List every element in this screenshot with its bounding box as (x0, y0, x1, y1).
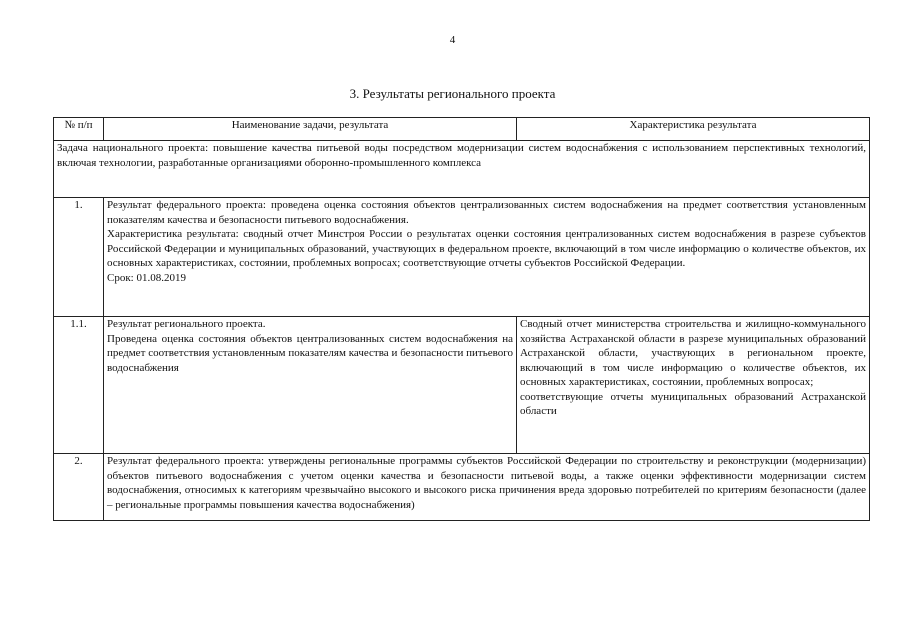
table-row (54, 198, 870, 317)
regional-result-title: Результат регионального проекта. (107, 318, 266, 330)
table-row (54, 454, 870, 521)
row-characteristic-cell (517, 317, 870, 454)
table-header-row (54, 118, 870, 141)
results-table (53, 117, 870, 521)
regional-characteristic-text-2: соответствующие отчеты муниципальных образований Астраханской области (520, 390, 866, 417)
header-num: № п/п (54, 118, 104, 141)
row-content (104, 198, 870, 317)
header-characteristic: Характеристика результата (517, 118, 870, 141)
section-title: 3. Результаты регионального проекта (349, 86, 556, 101)
federal-result-text: Результат федерального проекта: утверждены региональные программы субъектов Российской Федерации по строительству и реконструкции (модернизации) объектов питьевого водоснабжения с учетом оценки качества и безопасности питьевой воды, а также оценки эффективности модернизации систем водоснабжения, относимых к категориям чрезвычайно высокого и высокого риска причинения вреда здоровью потребителей по критериям безопасности (далее – региональные программы повышения качества водоснабжения) (104, 454, 870, 521)
row-number: 1. (54, 198, 104, 317)
row-number: 2. (54, 454, 104, 521)
row-number: 1.1. (54, 317, 104, 454)
header-name: Наименование задачи, результата (104, 118, 517, 141)
result-characteristic-text: Характеристика результата: сводный отчет Минстроя России о результатах оценки состояния централизованных систем водоснабжения в разрезе субъектов Российской Федерации и муниципальных образований, участвующих в федеральном проекте, включающий в том числе информацию о количестве объектов, их основных характеристиках, состоянии, проблемных вопросах; соответствующие отчеты субъектов Российской Федерации. (107, 228, 866, 269)
federal-result-text: Результат федерального проекта: проведена оценка состояния объектов централизованных систем водоснабжения на предмет соответствия установленным показателям качества и безопасности питьевого водоснабжения. (107, 199, 866, 226)
regional-characteristic-text: Сводный отчет министерства строительства и жилищно-коммунального хозяйства Астраханской области в разрезе муниципальных образований Астраханской области, участвующих в региональном проекте, включающий в том числе информацию о количестве объектов, их основных характеристиках, состоянии, проблемных вопросах; (520, 318, 866, 388)
page-number: 4 (449, 34, 456, 46)
deadline-text: Срок: 01.08.2019 (107, 271, 186, 284)
regional-result-description: Проведена оценка состояния объектов централизованных систем водоснабжения на предмет соответствия установленным показателям качества и безопасности питьевого водоснабжения (107, 332, 513, 374)
national-task-text: Задача национального проекта: повышение качества питьевой воды посредством модернизации систем водоснабжения с использованием перспективных технологий, включая технологии, разработанные организациями оборонно-промышленного комплекса (54, 141, 870, 198)
row-name-cell (104, 317, 517, 454)
task-row (54, 141, 870, 198)
table-row (54, 317, 870, 454)
